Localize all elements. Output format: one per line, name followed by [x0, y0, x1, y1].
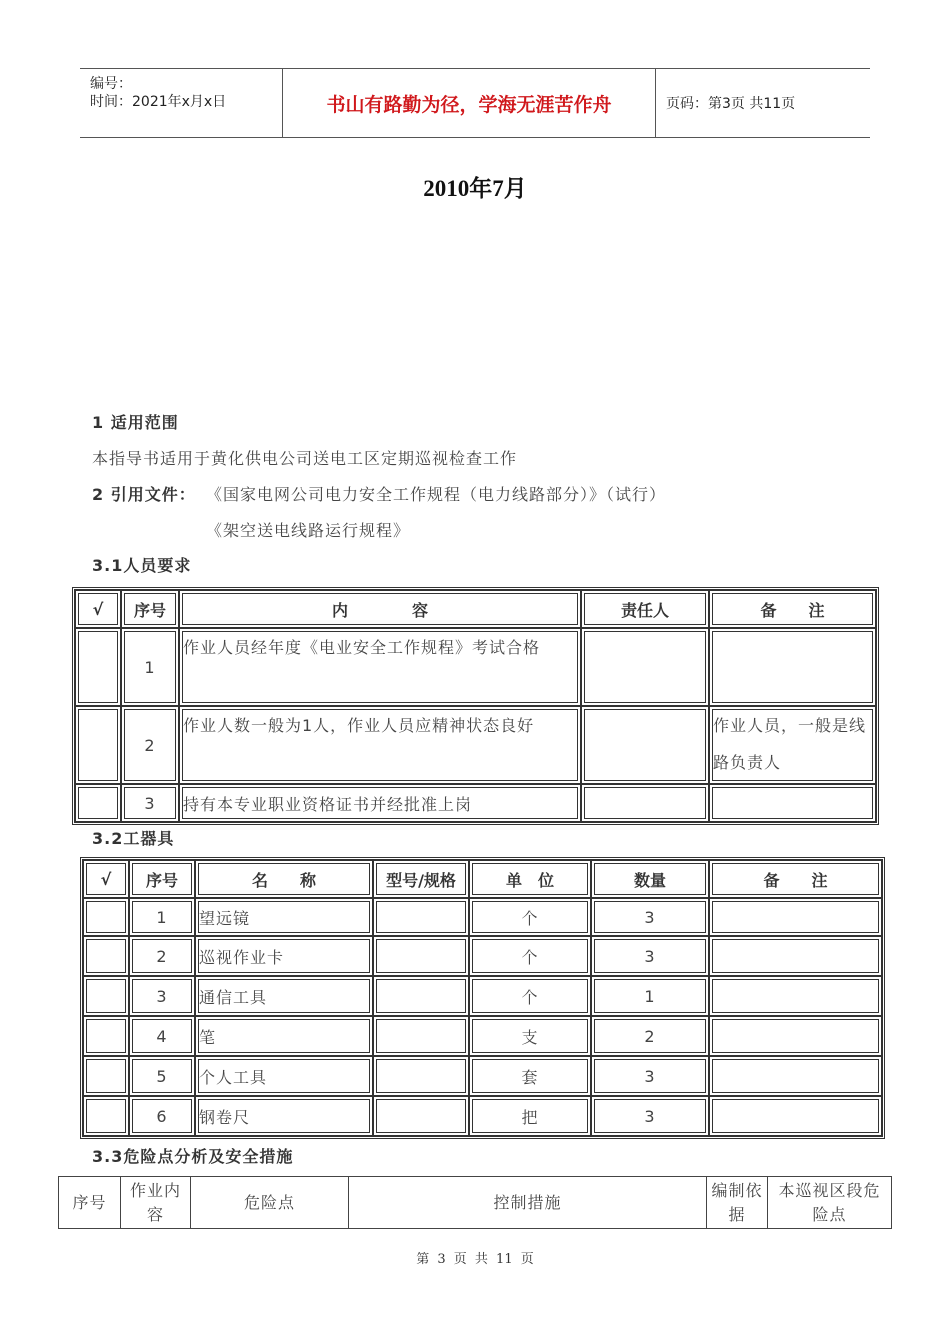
col-note: 备 注: [709, 860, 882, 898]
header-motto: 书山有路勤为径，学海无涯苦作舟: [283, 69, 656, 137]
col-no: 序号: [129, 860, 195, 898]
row-owner: [581, 784, 709, 822]
col-basis: 编制依据: [707, 1177, 768, 1229]
row-spec: [373, 1056, 469, 1096]
row-no: 3: [129, 976, 195, 1016]
check-cell[interactable]: [75, 784, 121, 822]
personnel-title: 3.1人员要求: [92, 556, 192, 575]
row-no: 1: [129, 898, 195, 936]
row-unit: 把: [469, 1096, 591, 1136]
col-work: 作业内容: [121, 1177, 191, 1229]
time-label: 时间：2021年x月x日: [90, 94, 227, 110]
personnel-header-row: [75, 590, 876, 628]
row-name: 钢卷尺: [195, 1096, 373, 1136]
row-note: [709, 1056, 882, 1096]
row-name: 笔: [195, 1016, 373, 1056]
col-hazard: 危险点: [191, 1177, 349, 1229]
row-spec: [373, 1016, 469, 1056]
col-owner: 责任人: [581, 590, 709, 628]
number-label: 编号：: [90, 76, 132, 92]
personnel-table: [72, 587, 879, 825]
table-row: [83, 976, 882, 1016]
row-note: [709, 628, 876, 706]
check-cell[interactable]: [75, 628, 121, 706]
section2-doc2: 《架空送电线路运行规程》: [206, 521, 411, 540]
table-row: [75, 784, 876, 822]
row-spec: [373, 898, 469, 936]
row-note: [709, 936, 882, 976]
row-qty: 3: [591, 936, 709, 976]
date-title: 2010年7月: [423, 176, 527, 201]
row-no: 3: [121, 784, 179, 822]
check-cell[interactable]: [83, 1096, 129, 1136]
table-row: [83, 1096, 882, 1136]
page-footer: 第 3 页 共 11 页: [416, 1252, 534, 1267]
col-spec: 型号/规格: [373, 860, 469, 898]
row-qty: 3: [591, 898, 709, 936]
row-note: 作业人员，一般是线路负责人: [709, 706, 876, 784]
table-row: [75, 706, 876, 784]
row-unit: 个: [469, 936, 591, 976]
risk-title: 3.3危险点分析及安全措施: [92, 1147, 294, 1166]
check-cell[interactable]: [83, 1016, 129, 1056]
check-cell[interactable]: [83, 936, 129, 976]
table-row: [75, 628, 876, 706]
row-no: 6: [129, 1096, 195, 1136]
row-name: 巡视作业卡: [195, 936, 373, 976]
row-spec: [373, 1096, 469, 1136]
row-name: 个人工具: [195, 1056, 373, 1096]
check-cell[interactable]: [83, 1056, 129, 1096]
tools-table: [80, 857, 885, 1139]
row-content: 持有本专业职业资格证书并经批准上岗: [179, 784, 581, 822]
section2-title: 2 引用文件：: [92, 485, 196, 504]
table-row: [83, 898, 882, 936]
check-cell[interactable]: [75, 706, 121, 784]
row-spec: [373, 936, 469, 976]
row-qty: 1: [591, 976, 709, 1016]
row-no: 2: [121, 706, 179, 784]
row-qty: 3: [591, 1056, 709, 1096]
col-note: 备 注: [709, 590, 876, 628]
row-qty: 3: [591, 1096, 709, 1136]
check-cell[interactable]: [83, 976, 129, 1016]
page-header: [80, 68, 870, 138]
col-no: 序号: [121, 590, 179, 628]
row-owner: [581, 628, 709, 706]
row-unit: 个: [469, 976, 591, 1016]
row-name: 望远镜: [195, 898, 373, 936]
row-no: 2: [129, 936, 195, 976]
row-no: 1: [121, 628, 179, 706]
row-unit: 套: [469, 1056, 591, 1096]
header-page-info: 页码：第3页 共11页: [666, 96, 796, 112]
tools-header-row: [83, 860, 882, 898]
col-check: √: [75, 590, 121, 628]
row-name: 通信工具: [195, 976, 373, 1016]
col-no: 序号: [59, 1177, 121, 1229]
row-unit: 支: [469, 1016, 591, 1056]
col-check: √: [83, 860, 129, 898]
section2-doc1: 《国家电网公司电力安全工作规程（电力线路部分）》（试行）: [206, 485, 667, 504]
row-content: 作业人数一般为1人，作业人员应精神状态良好: [179, 706, 581, 784]
row-note: [709, 976, 882, 1016]
row-content: 作业人员经年度《电业安全工作规程》考试合格: [179, 628, 581, 706]
col-local-hazard: 本巡视区段危险点: [768, 1177, 892, 1229]
table-row: [83, 1016, 882, 1056]
table-row: [83, 1056, 882, 1096]
row-spec: [373, 976, 469, 1016]
table-row: [83, 936, 882, 976]
col-unit: 单 位: [469, 860, 591, 898]
col-qty: 数量: [591, 860, 709, 898]
risk-table: [58, 1176, 892, 1229]
check-cell[interactable]: [83, 898, 129, 936]
row-note: [709, 898, 882, 936]
header-meta: [80, 69, 283, 137]
risk-header-row: [59, 1177, 892, 1229]
row-owner: [581, 706, 709, 784]
row-note: [709, 1096, 882, 1136]
row-no: 4: [129, 1016, 195, 1056]
row-note: [709, 1016, 882, 1056]
section1-title: 1 适用范围: [92, 413, 179, 432]
row-qty: 2: [591, 1016, 709, 1056]
row-note: [709, 784, 876, 822]
row-unit: 个: [469, 898, 591, 936]
col-name: 名 称: [195, 860, 373, 898]
section1-body: 本指导书适用于黄化供电公司送电工区定期巡视检查工作: [92, 449, 518, 468]
row-no: 5: [129, 1056, 195, 1096]
col-content: 内 容: [179, 590, 581, 628]
tools-title: 3.2工器具: [92, 829, 175, 848]
col-control: 控制措施: [349, 1177, 707, 1229]
